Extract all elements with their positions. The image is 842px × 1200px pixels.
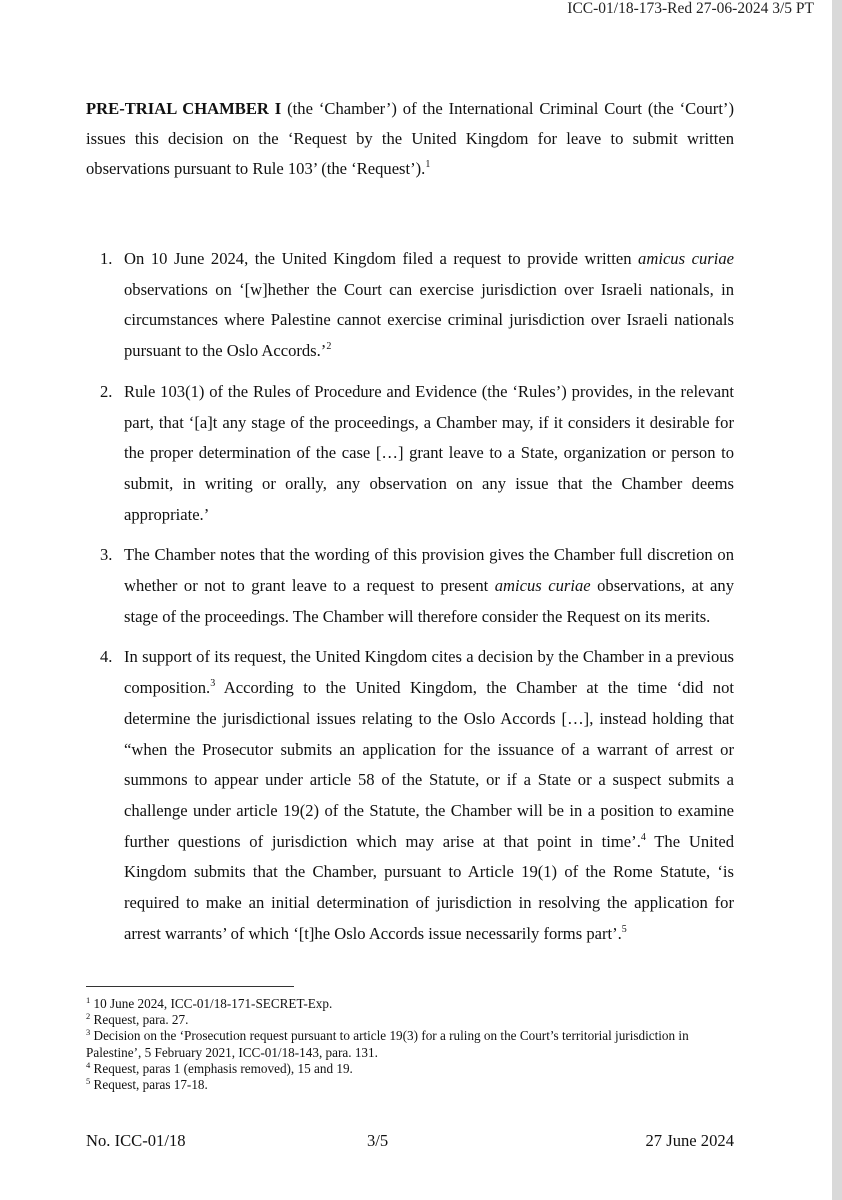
header-reference: ICC-01/18-173-Red 27-06-2024 3/5 PT: [567, 0, 814, 17]
italic-term: amicus curiae: [638, 249, 734, 268]
footnote: [86, 1061, 738, 1077]
footnote-number: 1: [86, 995, 91, 1005]
footnote-divider: [86, 986, 294, 987]
footnotes: [86, 996, 738, 1093]
paragraph-text: observations on ‘[w]hether the Court can exercise jurisdiction over Israeli nationals, in circumstances where Palestine cannot exercise criminal jurisdiction over Israeli nationals pursuant to the Oslo Accords.’: [124, 279, 734, 361]
paragraph-text: observations, at any stage of the proceedings. The Chamber will therefore consider the Request on its merits.: [124, 576, 735, 626]
paragraph-number: 1.: [100, 249, 113, 268]
footnote-ref: 5: [621, 923, 627, 935]
paragraph-4: [86, 642, 734, 949]
paragraph-text: According to the United Kingdom, the Chamber at the time ‘did not determine the jurisdictional issues relating to the Oslo Accords […], instead holding that “when the Prosecutor submits an application for the issuance of a warrant of arrest or summons to appear under article 58 of the Statute, or if a State or a suspect submits a challenge under article 19(2) of the Statute, the Chamber will be in a position to examine further questions of jurisdiction which may arise at that point in time’.: [124, 678, 734, 851]
italic-term: amicus curiae: [494, 576, 591, 596]
footnote-text: 10 June 2024, ICC-01/18-171-SECRET-Exp.: [90, 996, 333, 1011]
footnote-text: Decision on the ‘Prosecution request pursuant to article 19(3) for a ruling on the Court’s territorial jurisdiction in Palestine’, 5 February 2021, ICC-01/18-143, para. 131.: [86, 1028, 689, 1060]
footnote: [86, 1012, 738, 1028]
chamber-name: PRE-TRIAL CHAMBER I: [86, 99, 282, 118]
paragraph-text: On 10 June 2024, the United Kingdom filed a request to provide written: [124, 249, 639, 268]
footnote-ref: 2: [326, 341, 332, 353]
footnote-text: Request, paras 17-18.: [90, 1077, 208, 1093]
footnote: [86, 1077, 738, 1093]
intro-paragraph: [86, 94, 734, 184]
paragraph-number: 4.: [100, 647, 113, 667]
footnote-ref: 1: [425, 159, 431, 170]
footer-date: 27 June 2024: [645, 1131, 734, 1150]
footnote-text: Request, para. 27.: [90, 1012, 189, 1028]
footnote-ref: 3: [210, 678, 216, 690]
footnote: [86, 1028, 738, 1060]
footnote-number: 2: [86, 1011, 91, 1022]
footnote: [86, 996, 738, 1012]
numbered-paragraphs: [86, 244, 734, 959]
footnote-text: Request, paras 1 (emphasis removed), 15 and 19.: [90, 1060, 353, 1076]
paragraph-text: The Chamber notes that the wording of this provision gives the Chamber full discretion on whether or not to grant leave to a request to present: [124, 545, 734, 596]
paragraph-text: Rule 103(1) of the Rules of Procedure and Evidence (the ‘Rules’) provides, in the relevant part, that ‘[a]t any stage of the proceedings, a Chamber may, if it considers it desirable for the proper determination of the case […] grant leave to a State, organization or person to submit, in writing or orally, any observation on any issue that the Chamber deems appropriate.’: [124, 381, 734, 524]
footnote-ref: 4: [640, 831, 646, 843]
paragraph-number: 3.: [100, 545, 113, 565]
paragraph-text: The United Kingdom submits that the Chamber, pursuant to Article 19(1) of the Rome Statute, ‘is required to make an initial determination of jurisdiction in resolving the application for arrest warrants’ of which ‘[t]he Oslo Accords issue necessarily forms part’.: [124, 831, 734, 943]
paragraph-number: 2.: [100, 381, 113, 401]
case-number: No. ICC-01/18: [86, 1131, 186, 1150]
footnote-number: 4: [86, 1059, 91, 1070]
paragraph-1: [86, 244, 734, 367]
paragraph-text: In support of its request, the United Kingdom cites a decision by the Chamber in a previous composition.: [124, 647, 734, 698]
footnote-number: 3: [86, 1027, 91, 1038]
page-number: 3/5: [367, 1131, 389, 1150]
footnote-number: 5: [86, 1076, 91, 1087]
intro-text: (the ‘Chamber’) of the International Criminal Court (the ‘Court’) issues this decision on the ‘Request by the United Kingdom for leave to submit written observations pursuant to Rule 103’ (the ‘Request’).: [86, 99, 734, 178]
paragraph-3: [86, 540, 734, 632]
paragraph-2: [86, 377, 734, 531]
